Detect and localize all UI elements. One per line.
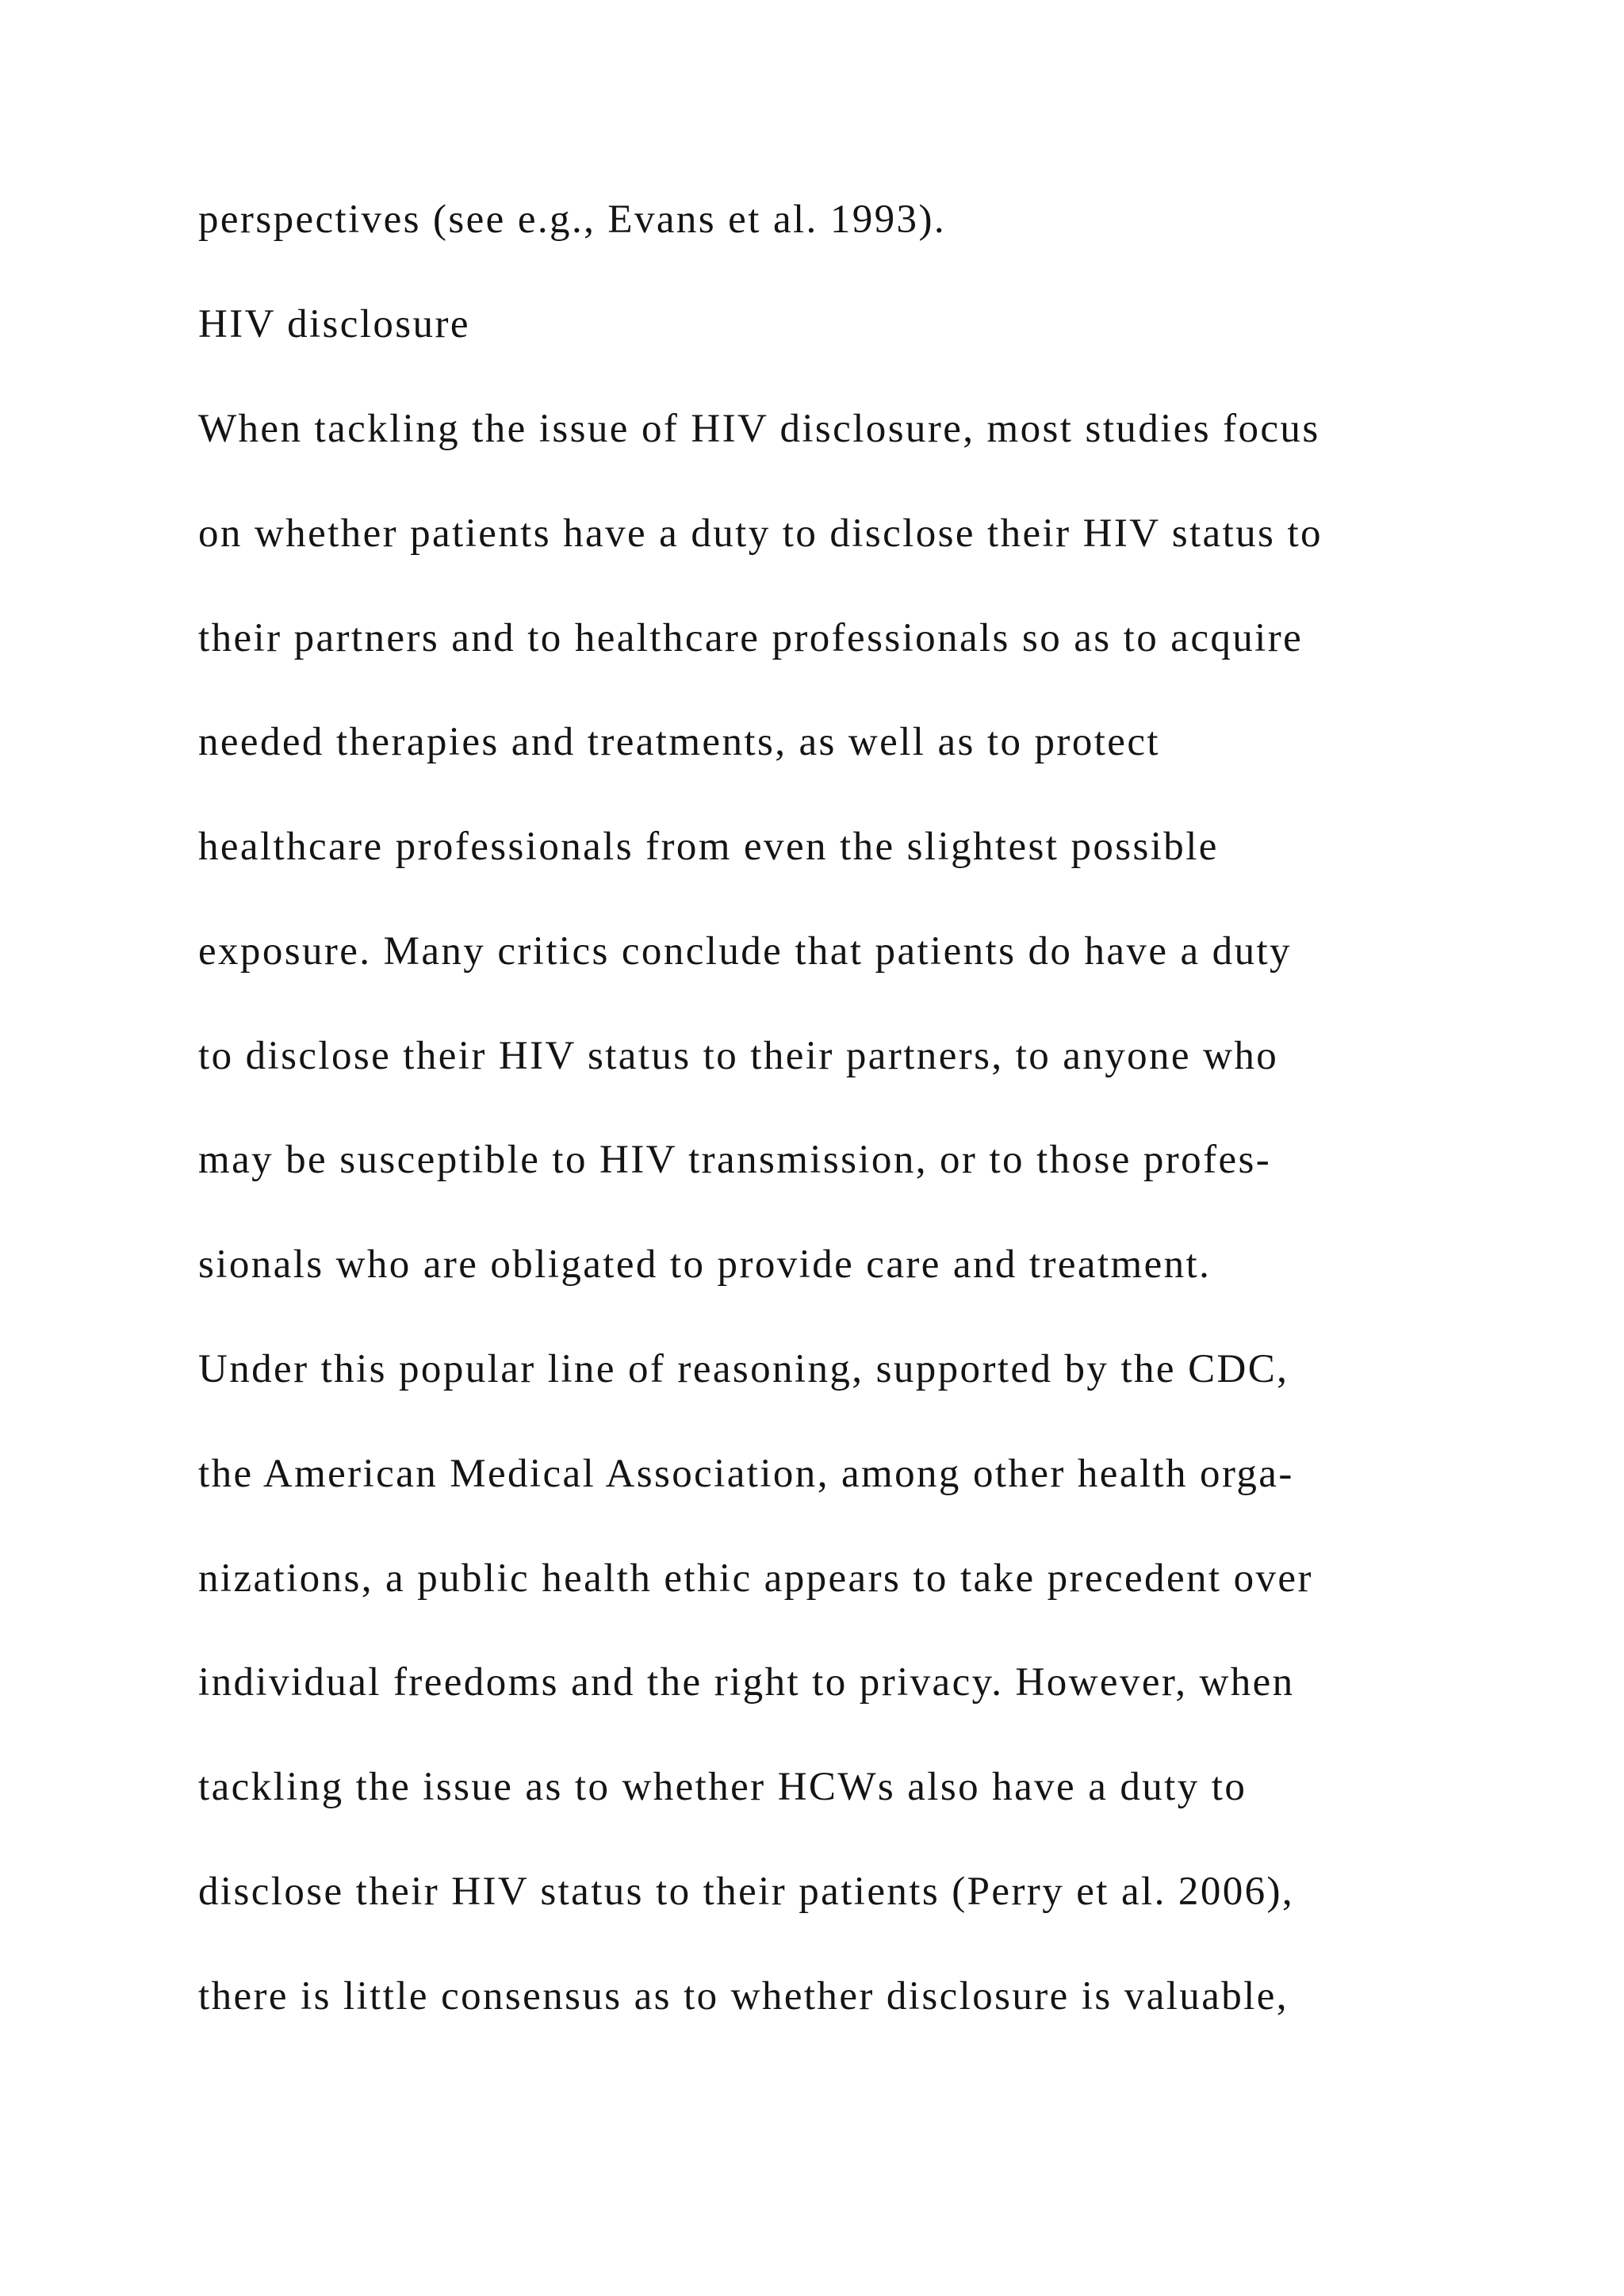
text-line: may be susceptible to HIV transmission, or to those profes- <box>198 1138 1272 1182</box>
text-line: When tackling the issue of HIV disclosure, most studies focus <box>198 407 1320 451</box>
text-line: perspectives (see e.g., Evans et al. 1993). <box>198 197 946 242</box>
text-line: healthcare professionals from even the slightest possible <box>198 825 1219 869</box>
section-heading: HIV disclosure <box>198 302 470 346</box>
text-line: on whether patients have a duty to disclose their HIV status to <box>198 511 1323 556</box>
text-line: needed therapies and treatments, as well as to protect <box>198 720 1160 764</box>
text-line: disclose their HIV status to their patients (Perry et al. 2006), <box>198 1869 1295 1914</box>
text-line: nizations, a public health ethic appears to take precedent over <box>198 1556 1313 1601</box>
text-line: the American Medical Association, among other health orga- <box>198 1452 1294 1496</box>
text-line: to disclose their HIV status to their partners, to anyone who <box>198 1034 1279 1078</box>
text-line: sionals who are obligated to provide care and treatment. <box>198 1242 1212 1287</box>
text-line: tackling the issue as to whether HCWs also have a duty to <box>198 1765 1247 1809</box>
text-line: their partners and to healthcare professionals so as to acquire <box>198 616 1304 660</box>
text-line: exposure. Many critics conclude that patients do have a duty <box>198 929 1292 974</box>
text-line: individual freedoms and the right to privacy. However, when <box>198 1660 1295 1705</box>
text-line: there is little consensus as to whether disclosure is valuable, <box>198 1974 1289 2019</box>
text-line: Under this popular line of reasoning, supported by the CDC, <box>198 1347 1289 1391</box>
